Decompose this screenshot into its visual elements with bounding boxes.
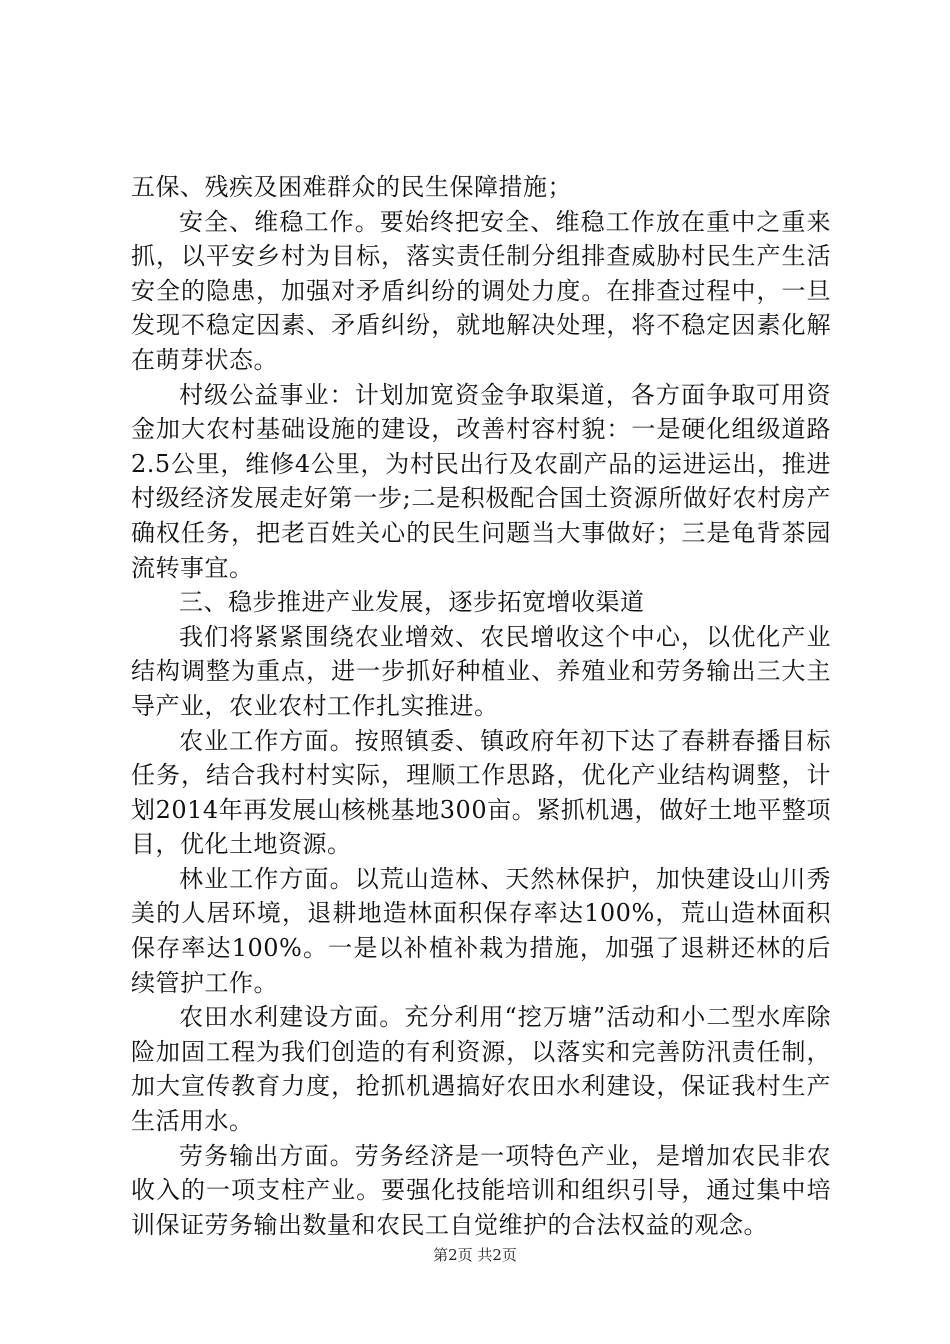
paragraph: 我们将紧紧围绕农业增效、农民增收这个中心，以优化产业结构调整为重点，进一步抓好种植业、养殖业和劳务输出三大主导产业，农业农村工作扎实推进。	[131, 622, 831, 720]
paragraph: 林业工作方面。以荒山造林、天然林保护，加快建设山川秀美的人居环境，退耕地造林面积保存率达100%，荒山造林面积保存率达100%。一是以补植补栽为措施，加强了退耕还林的后续管护工作。	[131, 864, 831, 997]
page-footer	[0, 1244, 950, 1265]
paragraph: 安全、维稳工作。要始终把安全、维稳工作放在重中之重来抓，以平安乡村为目标，落实责任制分组排查威胁村民生产生活安全的隐患，加强对矛盾纠纷的调处力度。在排查过程中，一旦发现不稳定因素、矛盾纠纷，就地解决处理，将不稳定因素化解在萌芽状态。	[131, 207, 831, 374]
document-body	[131, 170, 831, 1242]
paragraph: 农田水利建设方面。充分利用“挖万塘”活动和小二型水库除险加固工程为我们创造的有利资源，以落实和完善防汛责任制，加大宣传教育力度，抢抓机遇搞好农田水利建设，保证我村生产生活用水。	[131, 1003, 831, 1136]
paragraph: 劳务输出方面。劳务经济是一项特色产业，是增加农民非农收入的一项支柱产业。要强化技能培训和组织引导，通过集中培训保证劳务输出数量和农民工自觉维护的合法权益的观念。	[131, 1141, 831, 1239]
paragraph: 农业工作方面。按照镇委、镇政府年初下达了春耕春播目标任务，结合我村村实际，理顺工作思路，优化产业结构调整，计划2014年再发展山核桃基地300亩。紧抓机遇，做好土地平整项目，优化土地资源。	[131, 726, 831, 859]
page-number: 第2页 共2页	[433, 1246, 517, 1264]
paragraph: 村级公益事业：计划加宽资金争取渠道，各方面争取可用资金加大农村基础设施的建设，改善村容村貌：一是硬化组级道路2.5公里，维修4公里，为村民出行及农副产品的运进运出，推进村级经济发展走好第一步;二是积极配合国土资源所做好农村房产确权任务，把老百姓关心的民生问题当大事做好；三是龟背茶园流转事宜。	[131, 380, 831, 582]
paragraph: 五保、残疾及困难群众的民生保障措施；	[131, 173, 572, 201]
section-heading: 三、稳步推进产业发展，逐步拓宽增收渠道	[179, 588, 645, 617]
